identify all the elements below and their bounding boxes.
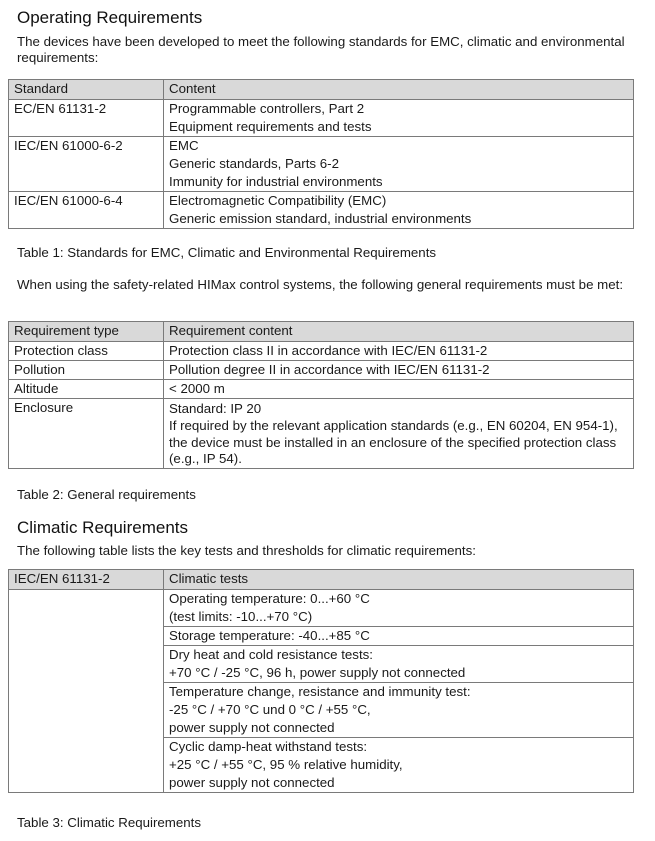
- content-line: +70 °C / -25 °C, 96 h, power supply not connected: [169, 665, 466, 680]
- section-heading-operating-requirements: Operating Requirements: [17, 8, 203, 27]
- content-cell: [164, 137, 634, 192]
- requirement-content-cell: < 2000 m: [164, 380, 634, 399]
- climatic-test-cell: [164, 683, 634, 738]
- column-header-requirement-content: Requirement content: [164, 322, 634, 342]
- standard-cell: EC/EN 61131-2: [9, 100, 164, 137]
- content-line: (test limits: -10...+70 °C): [169, 609, 313, 624]
- table-2-caption: Table 2: General requirements: [17, 487, 196, 502]
- general-requirements-intro: When using the safety-related HIMax control systems, the following general requirements must be met:: [17, 277, 624, 292]
- content-line: If required by the relevant application standards (e.g., EN 60204, EN 954-1), the device must be installed in an enclosure of the specified protection class (e.g., IP 54).: [169, 418, 618, 466]
- standards-table: [8, 79, 634, 229]
- table-row: [9, 100, 634, 137]
- column-header-requirement-type: Requirement type: [9, 322, 164, 342]
- standard-cell: IEC/EN 61000-6-4: [9, 192, 164, 229]
- content-line: Programmable controllers, Part 2: [169, 101, 365, 116]
- empty-standard-cell: [9, 590, 164, 793]
- content-line: Dry heat and cold resistance tests:: [169, 647, 373, 662]
- column-header-climatic-tests: Climatic tests: [164, 570, 634, 590]
- table-3-caption: Table 3: Climatic Requirements: [17, 815, 202, 830]
- content-line: Electromagnetic Compatibility (EMC): [169, 193, 387, 208]
- content-line: +25 °C / +55 °C, 95 % relative humidity,: [169, 757, 403, 772]
- requirement-type-cell: Enclosure: [9, 399, 164, 469]
- content-cell: [164, 100, 634, 137]
- requirement-type-cell: Pollution: [9, 361, 164, 380]
- climatic-test-cell: [164, 646, 634, 683]
- climatic-test-cell: [164, 627, 634, 646]
- section-heading-climatic-requirements: Climatic Requirements: [17, 518, 188, 537]
- intro-paragraph: The devices have been developed to meet the following standards for EMC, climatic and environmental requirements:: [17, 34, 625, 65]
- content-line: Storage temperature: -40...+85 °C: [169, 628, 370, 643]
- general-requirements-table: [8, 321, 634, 469]
- content-line: Operating temperature: 0...+60 °C: [169, 591, 370, 606]
- content-line: Cyclic damp-heat withstand tests:: [169, 739, 368, 754]
- content-line: Temperature change, resistance and immunity test:: [169, 684, 471, 699]
- content-line: Standard: IP 20: [169, 401, 262, 416]
- table-header-row: [9, 570, 634, 590]
- content-line: EMC: [169, 138, 199, 153]
- climatic-intro-paragraph: The following table lists the key tests and thresholds for climatic requirements:: [17, 543, 476, 558]
- requirement-type-cell: Protection class: [9, 342, 164, 361]
- content-line: -25 °C / +70 °C und 0 °C / +55 °C,: [169, 702, 371, 717]
- column-header-content: Content: [164, 80, 634, 100]
- table-row: [9, 399, 634, 469]
- table-row: [9, 342, 634, 361]
- table-row: [9, 590, 634, 627]
- content-cell: [164, 192, 634, 229]
- requirement-content-cell: Protection class II in accordance with IEC/EN 61131-2: [164, 342, 634, 361]
- content-line: Generic standards, Parts 6-2: [169, 156, 339, 171]
- table-row: [9, 361, 634, 380]
- column-header-standard: IEC/EN 61131-2: [9, 570, 164, 590]
- requirement-content-cell: [164, 399, 634, 469]
- table-header-row: [9, 80, 634, 100]
- table-header-row: [9, 322, 634, 342]
- content-line: Generic emission standard, industrial environments: [169, 211, 472, 226]
- table-1-caption: Table 1: Standards for EMC, Climatic and Environmental Requirements: [17, 245, 437, 260]
- content-line: Equipment requirements and tests: [169, 119, 372, 134]
- climatic-test-cell: [164, 590, 634, 627]
- climatic-requirements-table: [8, 569, 634, 793]
- column-header-standard: Standard: [9, 80, 164, 100]
- standard-cell: IEC/EN 61000-6-2: [9, 137, 164, 192]
- content-line: Immunity for industrial environments: [169, 174, 383, 189]
- climatic-test-cell: [164, 738, 634, 793]
- table-row: [9, 137, 634, 192]
- requirement-type-cell: Altitude: [9, 380, 164, 399]
- table-row: [9, 380, 634, 399]
- requirement-content-cell: Pollution degree II in accordance with IEC/EN 61131-2: [164, 361, 634, 380]
- content-line: power supply not connected: [169, 775, 335, 790]
- content-line: power supply not connected: [169, 720, 335, 735]
- table-row: [9, 192, 634, 229]
